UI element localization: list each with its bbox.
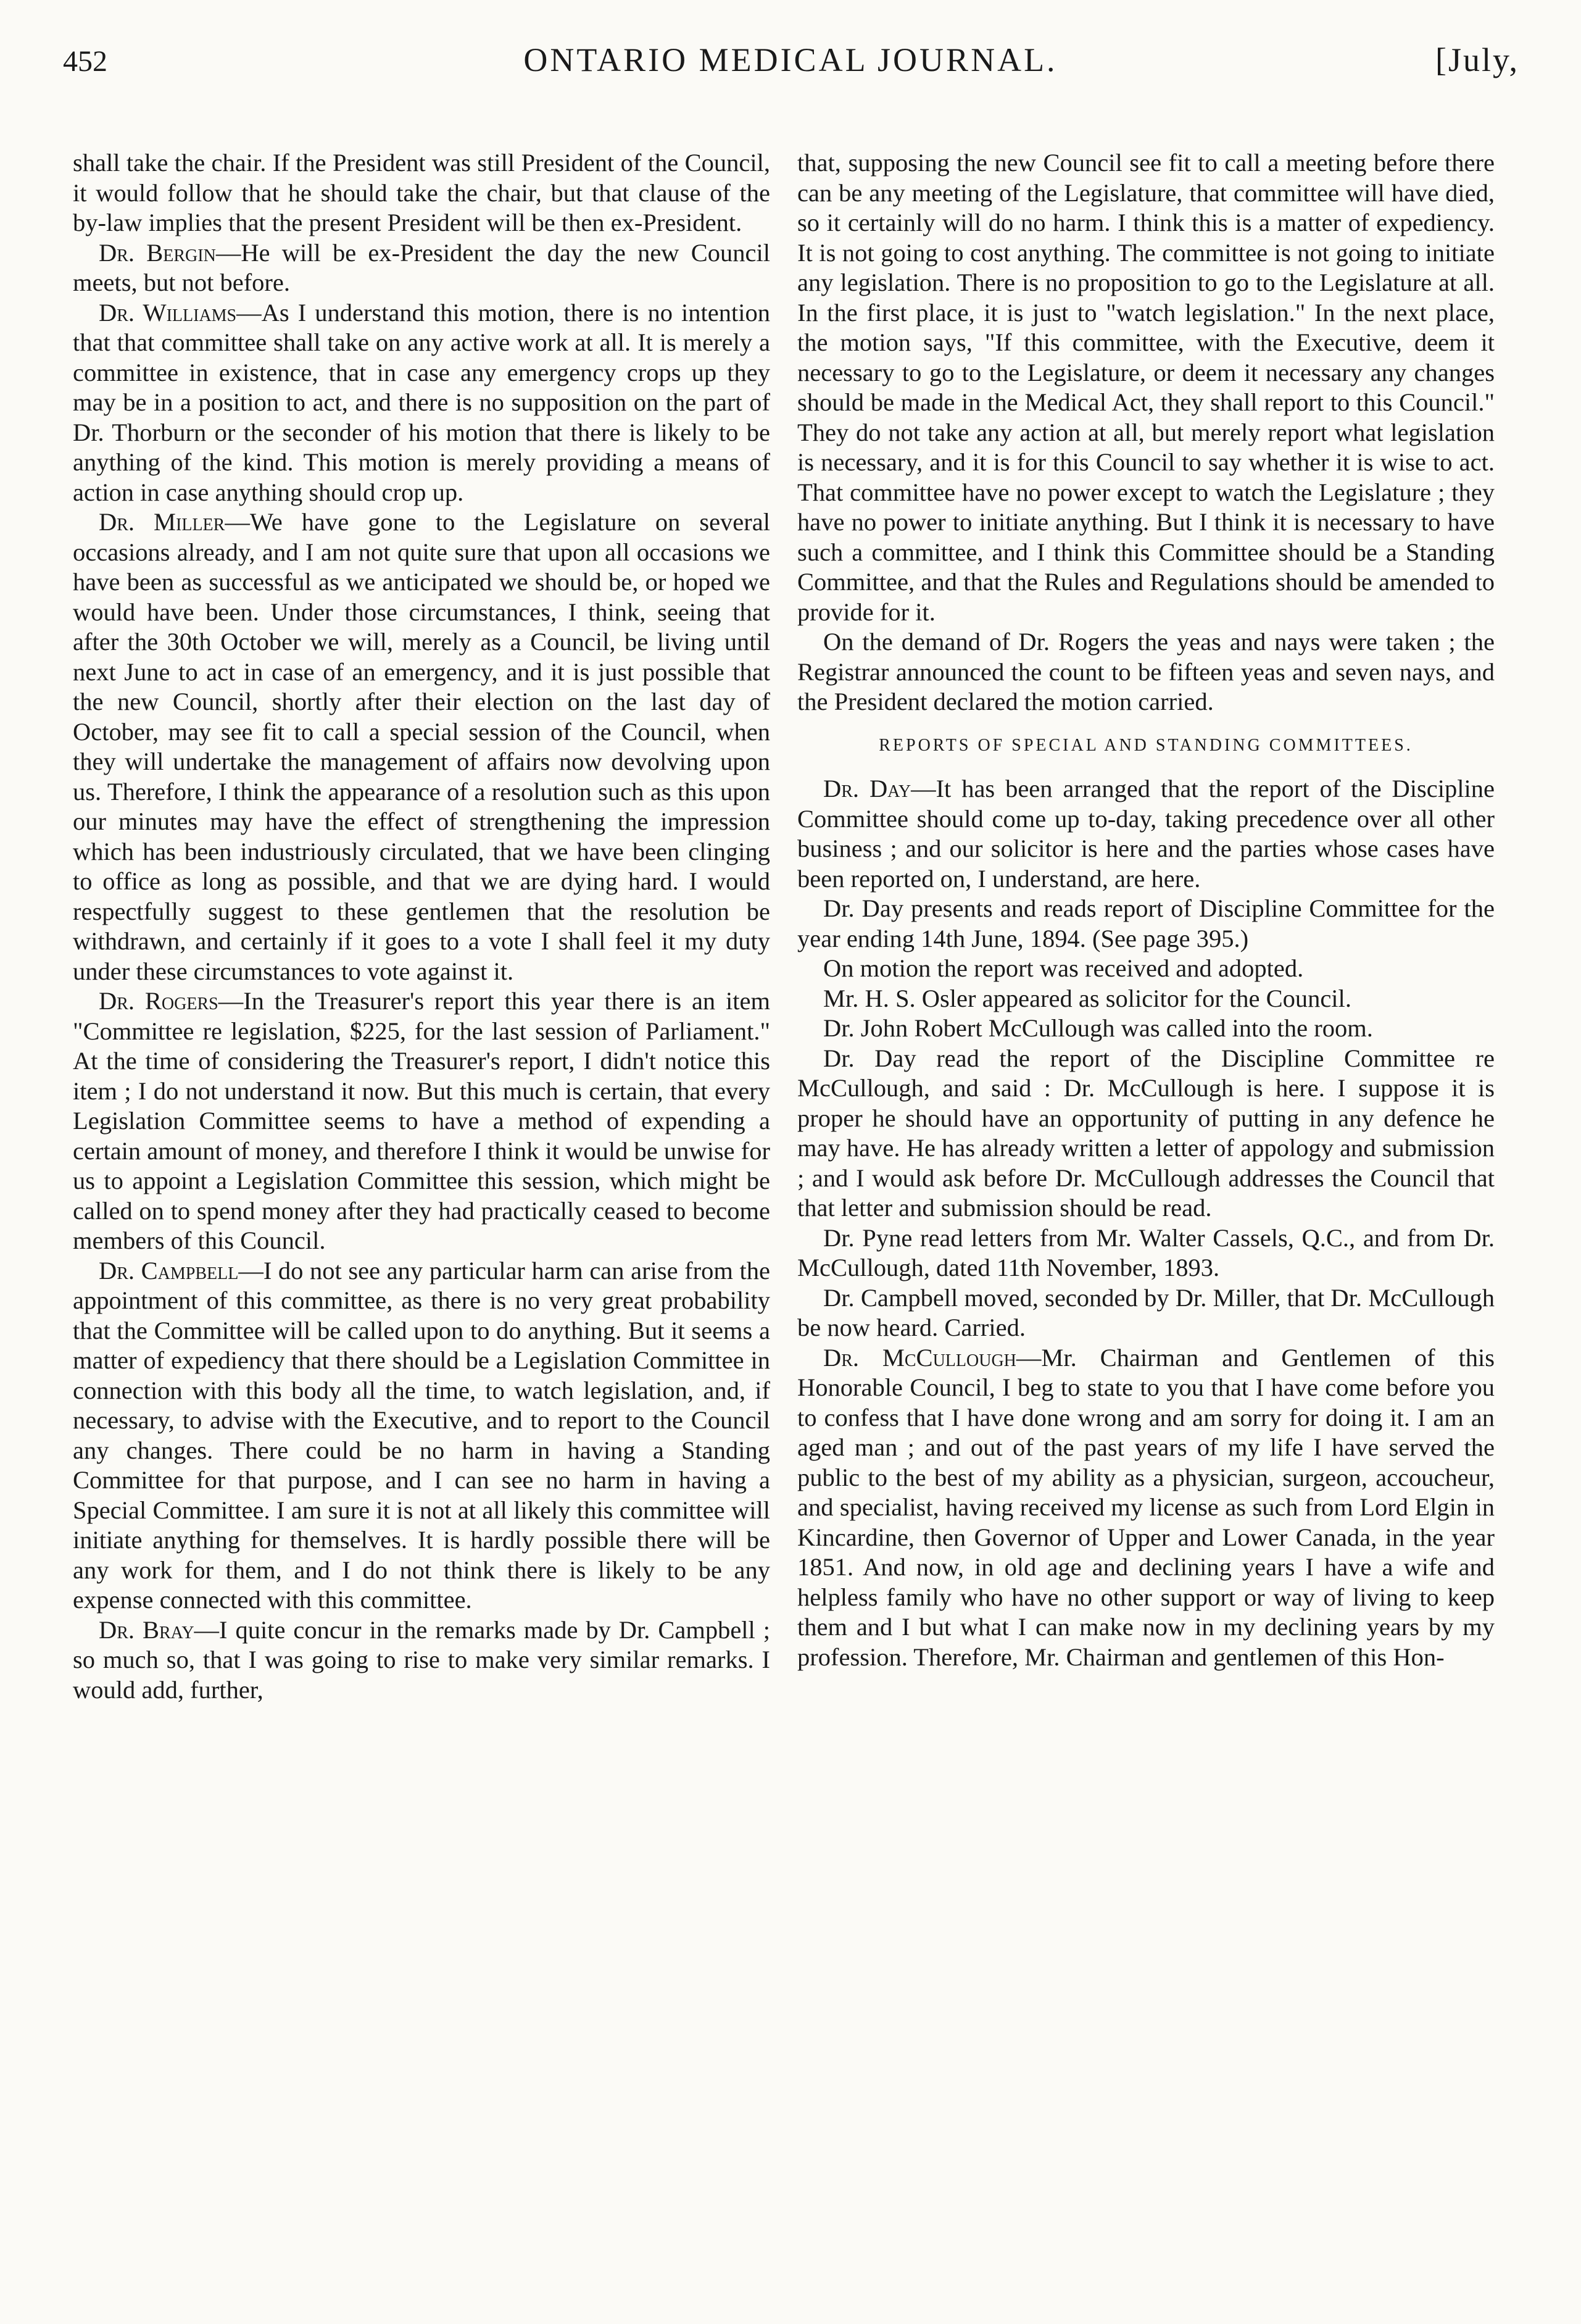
- speaker-name: Dr. Campbell: [99, 1256, 239, 1285]
- paragraph: On the demand of Dr. Rogers the yeas and nays were taken ; the Registrar announced the count to be fifteen yeas and seven nays, and the President declared the motion carried.: [797, 628, 1495, 715]
- paragraph: Dr. McCullough—Mr. Chairman and Gentlemen of this Honorable Council, I beg to state to you that I have come before you to confess that I have done wrong and am sorry for doing it. I am an aged man ; and out of the past years of my life I have served the public to the best of my ability as a physician, surgeon, accoucheur, and specialist, having received my license as such from Lord Elgin in Kincardine, then Governor of Upper and Lower Canada, in the year 1851. And now, in old age and declining years I have a wife and helpless family who have no other support or way of living to keep them and I but what I can make now in my declining years by my profession. Therefore, Mr. Chairman and gentlemen of this Hon-: [797, 1343, 1495, 1671]
- issue-month: [July,: [1435, 41, 1519, 78]
- left-column: [73, 148, 770, 2296]
- speaker-name: Dr. Day: [823, 775, 911, 802]
- paragraph: Dr. Bergin—He will be ex-President the day the new Council meets, but not before.: [73, 238, 770, 296]
- paragraph: Dr. Day presents and reads report of Discipline Committee for the year ending 14th June, 1894. (See page 395.): [797, 894, 1495, 952]
- paragraph: that, supposing the new Council see fit to call a meeting before there can be any meeting of the Legislature, that committee will have died, so it certainly will do no harm. I think this is a matter of expediency. It is not going to cost anything. The committee is not going to initiate any legislation. There is no proposition to go to the Legislature at all. In the first place, it is just to "watch legislation." In the next place, the motion says, "If this committee, with the Executive, deem it necessary to go to the Legislature, or deem it necessary any changes should be made in the Medical Act, they shall report to this Council." They do not take any action at all, but merely report what legislation is necessary, and it is for this Council to say whether it is wise to act. That committee have no power except to watch the Legislature ; they have no power to initiate anything. But I think it is necessary to have such a committee, and I think this Committee should be a Standing Committee, and that the Rules and Regulations should be amended to provide for it.: [797, 149, 1495, 626]
- speaker-name: Dr. Williams: [99, 298, 237, 327]
- speaker-name: Dr. Bergin: [99, 238, 216, 267]
- journal-title: ONTARIO MEDICAL JOURNAL.: [523, 41, 1058, 78]
- paragraph: Dr. John Robert McCullough was called into the room.: [823, 1014, 1373, 1042]
- speaker-name: Dr. Rogers: [99, 987, 218, 1015]
- paragraph: Dr. Campbell moved, seconded by Dr. Miller, that Dr. McCullough be now heard. Carried.: [797, 1283, 1495, 1341]
- paragraph: Dr. Williams—As I understand this motion, there is no intention that that committee shall take on any active work at all. It is merely a committee in existence, that in case any emergency crops up they may be in a position to act, and there is no supposition on the part of Dr. Thorburn or the seconder of his motion that there is likely to be anything of the kind. This motion is merely providing a means of action in case anything should crop up.: [73, 298, 770, 506]
- right-column: [797, 148, 1495, 2296]
- paragraph: Dr. Rogers—In the Treasurer's report this year there is an item "Committee re legislation, $225, for the last session of Parliament." At the time of considering the Treasurer's report, I didn't notice this item ; I do not understand it now. But this much is certain, that every Legislation Committee seems to have a method of expending a certain amount of money, and therefore I think it would be unwise for us to appoint a Legislation Committee this session, which might be called on to spend money after they had practically ceased to become members of this Council.: [73, 987, 770, 1254]
- speaker-name: Dr. Bray: [99, 1615, 194, 1644]
- paragraph: Dr. Bray—I quite concur in the remarks made by Dr. Campbell ; so much so, that I was going to rise to make very similar remarks. I would add, further,: [73, 1615, 770, 1704]
- speaker-name: Dr. McCullough: [823, 1343, 1016, 1372]
- paragraph: Dr. Miller—We have gone to the Legislature on several occasions already, and I am not quite sure that upon all occasions we have been as successful as we anticipated we should be, or hoped we would have been. Under those circumstances, I think, seeing that after the 30th October we will, merely as a Council, be living until next June to act in case of an emergency, and it is just possible that the new Council, shortly after their election on the last day of October, may see fit to call a special session of the Council, when they will undertake the management of affairs now devolving upon us. Therefore, I think the appearance of a resolution such as this upon our minutes may have the effect of strengthening the impression which has been industriously circulated, that we have been clinging to office as long as possible, and that we are dying hard. I would respectfully suggest to these gentlemen that the resolution be withdrawn, and certainly if it goes to a vote I shall feel it my duty under these circumstances to vote against it.: [73, 508, 770, 985]
- paragraph: Dr. Campbell—I do not see any particular harm can arise from the appointment of this committee, as there is no very great probability that the Committee will be called upon to do anything. But it seems a matter of expediency that there should be a Legislation Committee in connection with this body all the time, to watch legislation, and, if necessary, to advise with the Executive, and to report to the Council any changes. There could be no harm in having a Standing Committee for that purpose, and I can see no harm in having a Special Committee. I am sure it is not at all likely this committee will initiate anything for themselves. It is hardly possible there will be any work for them, and I do not think there is likely to be any expense connected with this committee.: [73, 1256, 770, 1614]
- paragraph: Mr. H. S. Osler appeared as solicitor for the Council.: [823, 984, 1351, 1012]
- page-header: [0, 0, 1581, 93]
- paragraph: Dr. Day read the report of the Discipline Committee re McCullough, and said : Dr. McCullough is here. I suppose it is proper he should have an opportunity of putting in any defence he may have. He has already written a letter of appology and submission ; and I would ask before Dr. McCullough addresses the Council that that letter and submission should be read.: [797, 1044, 1495, 1222]
- paragraph: Dr. Day—It has been arranged that the report of the Discipline Committee should come up to-day, taking precedence over all other business ; and our solicitor is here and the parties whose cases have been reported on, I understand, are here.: [797, 775, 1495, 893]
- paragraph: On motion the report was received and adopted.: [823, 954, 1304, 982]
- section-heading: REPORTS OF SPECIAL AND STANDING COMMITTEES.: [879, 735, 1413, 755]
- paragraph: Dr. Pyne read letters from Mr. Walter Cassels, Q.C., and from Dr. McCullough, dated 11th November, 1893.: [797, 1223, 1495, 1281]
- page-number: 452: [63, 45, 107, 78]
- paragraph: shall take the chair. If the President was still President of the Council, it would follow that he should take the chair, but that clause of the by-law implies that the present President will be then ex-President.: [73, 149, 770, 236]
- speaker-name: Dr. Miller: [99, 508, 225, 536]
